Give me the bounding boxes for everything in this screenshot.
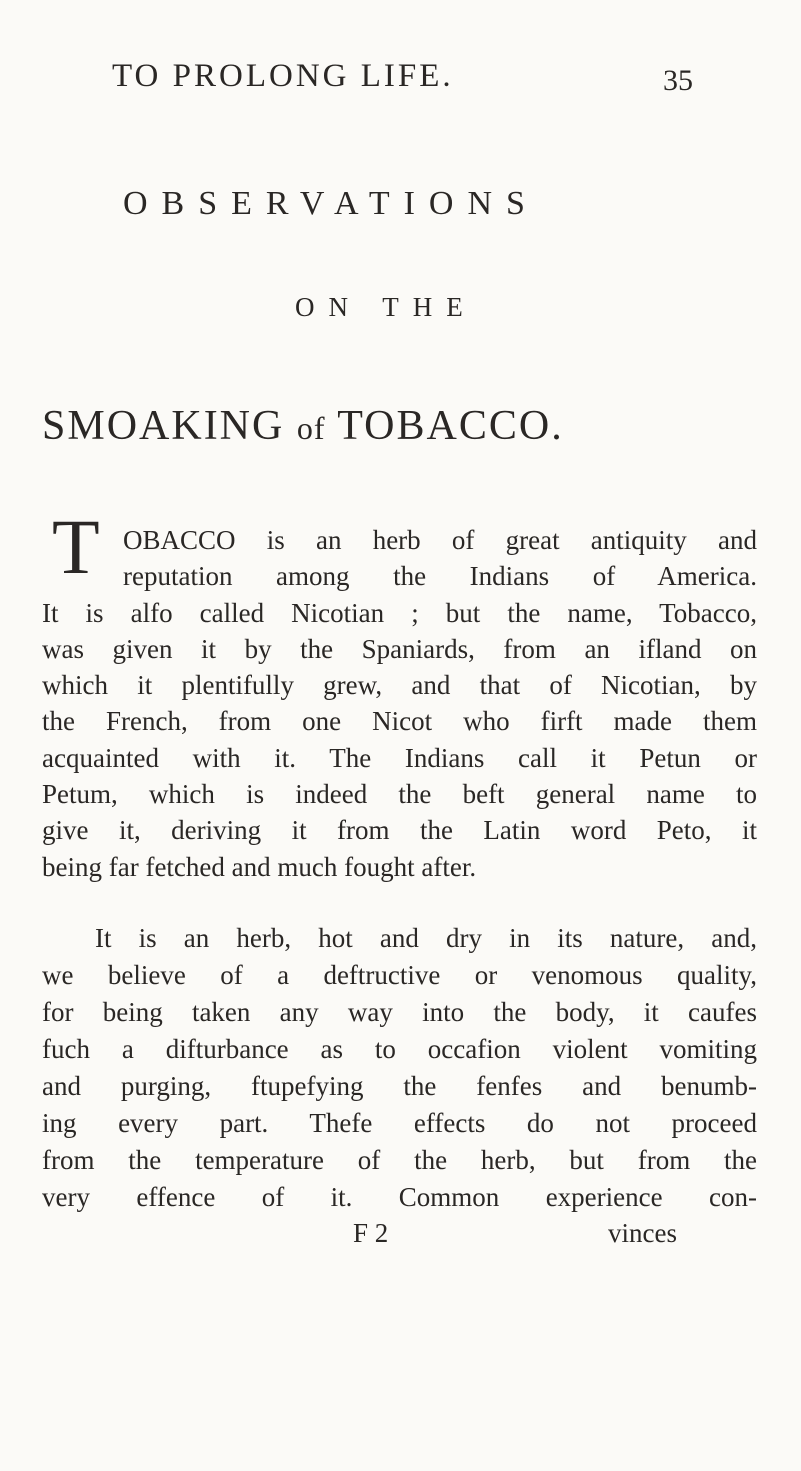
body-line: we believe of a deftructive or venomous quality, (42, 960, 757, 990)
drop-cap: T (52, 503, 100, 590)
heading-on-the: ON THE (295, 292, 477, 322)
body-line: fuch a difturbance as to occafion violent vomiting (42, 1034, 757, 1064)
body-line: was given it by the Spaniards, from an ifland on (42, 634, 757, 664)
body-line: reputation among the Indians of America. (123, 561, 757, 591)
body-line: being far fetched and much fought after. (42, 852, 477, 882)
body-line: from the temperature of the herb, but from the (42, 1145, 757, 1175)
body-line: Petum, which is indeed the beft general name to (42, 779, 757, 809)
heading-smoaking-of-tobacco (42, 402, 564, 450)
body-line: and purging, ftupefying the fenfes and benumb- (42, 1071, 757, 1101)
body-line: It is alfo called Nicotian ; but the name, Tobacco, (42, 598, 757, 628)
body-line: It is an herb, hot and dry in its nature, and, (95, 923, 757, 953)
heading-part-of: of (296, 410, 326, 446)
heading-observations: OBSERVATIONS (123, 185, 539, 222)
body-line: which it plentifully grew, and that of Nicotian, by (42, 670, 757, 700)
page-number: 35 (663, 64, 693, 97)
body-line: for being taken any way into the body, it caufes (42, 997, 757, 1027)
body-line: very effence of it. Common experience con- (42, 1182, 757, 1212)
running-head: TO PROLONG LIFE. (112, 58, 454, 94)
catchword: vinces (608, 1218, 677, 1248)
body-line: acquainted with it. The Indians call it Petun or (42, 743, 757, 773)
body-line: give it, deriving it from the Latin word Peto, it (42, 815, 757, 845)
signature-mark: F 2 (353, 1218, 389, 1248)
body-line: the French, from one Nicot who firft made them (42, 706, 757, 736)
heading-part-smoaking: SMOAKING (42, 403, 297, 449)
body-line: ing every part. Thefe effects do not proceed (42, 1108, 757, 1138)
heading-part-tobacco: TOBACCO. (325, 403, 564, 449)
body-line: OBACCO is an herb of great antiquity and (123, 525, 757, 555)
